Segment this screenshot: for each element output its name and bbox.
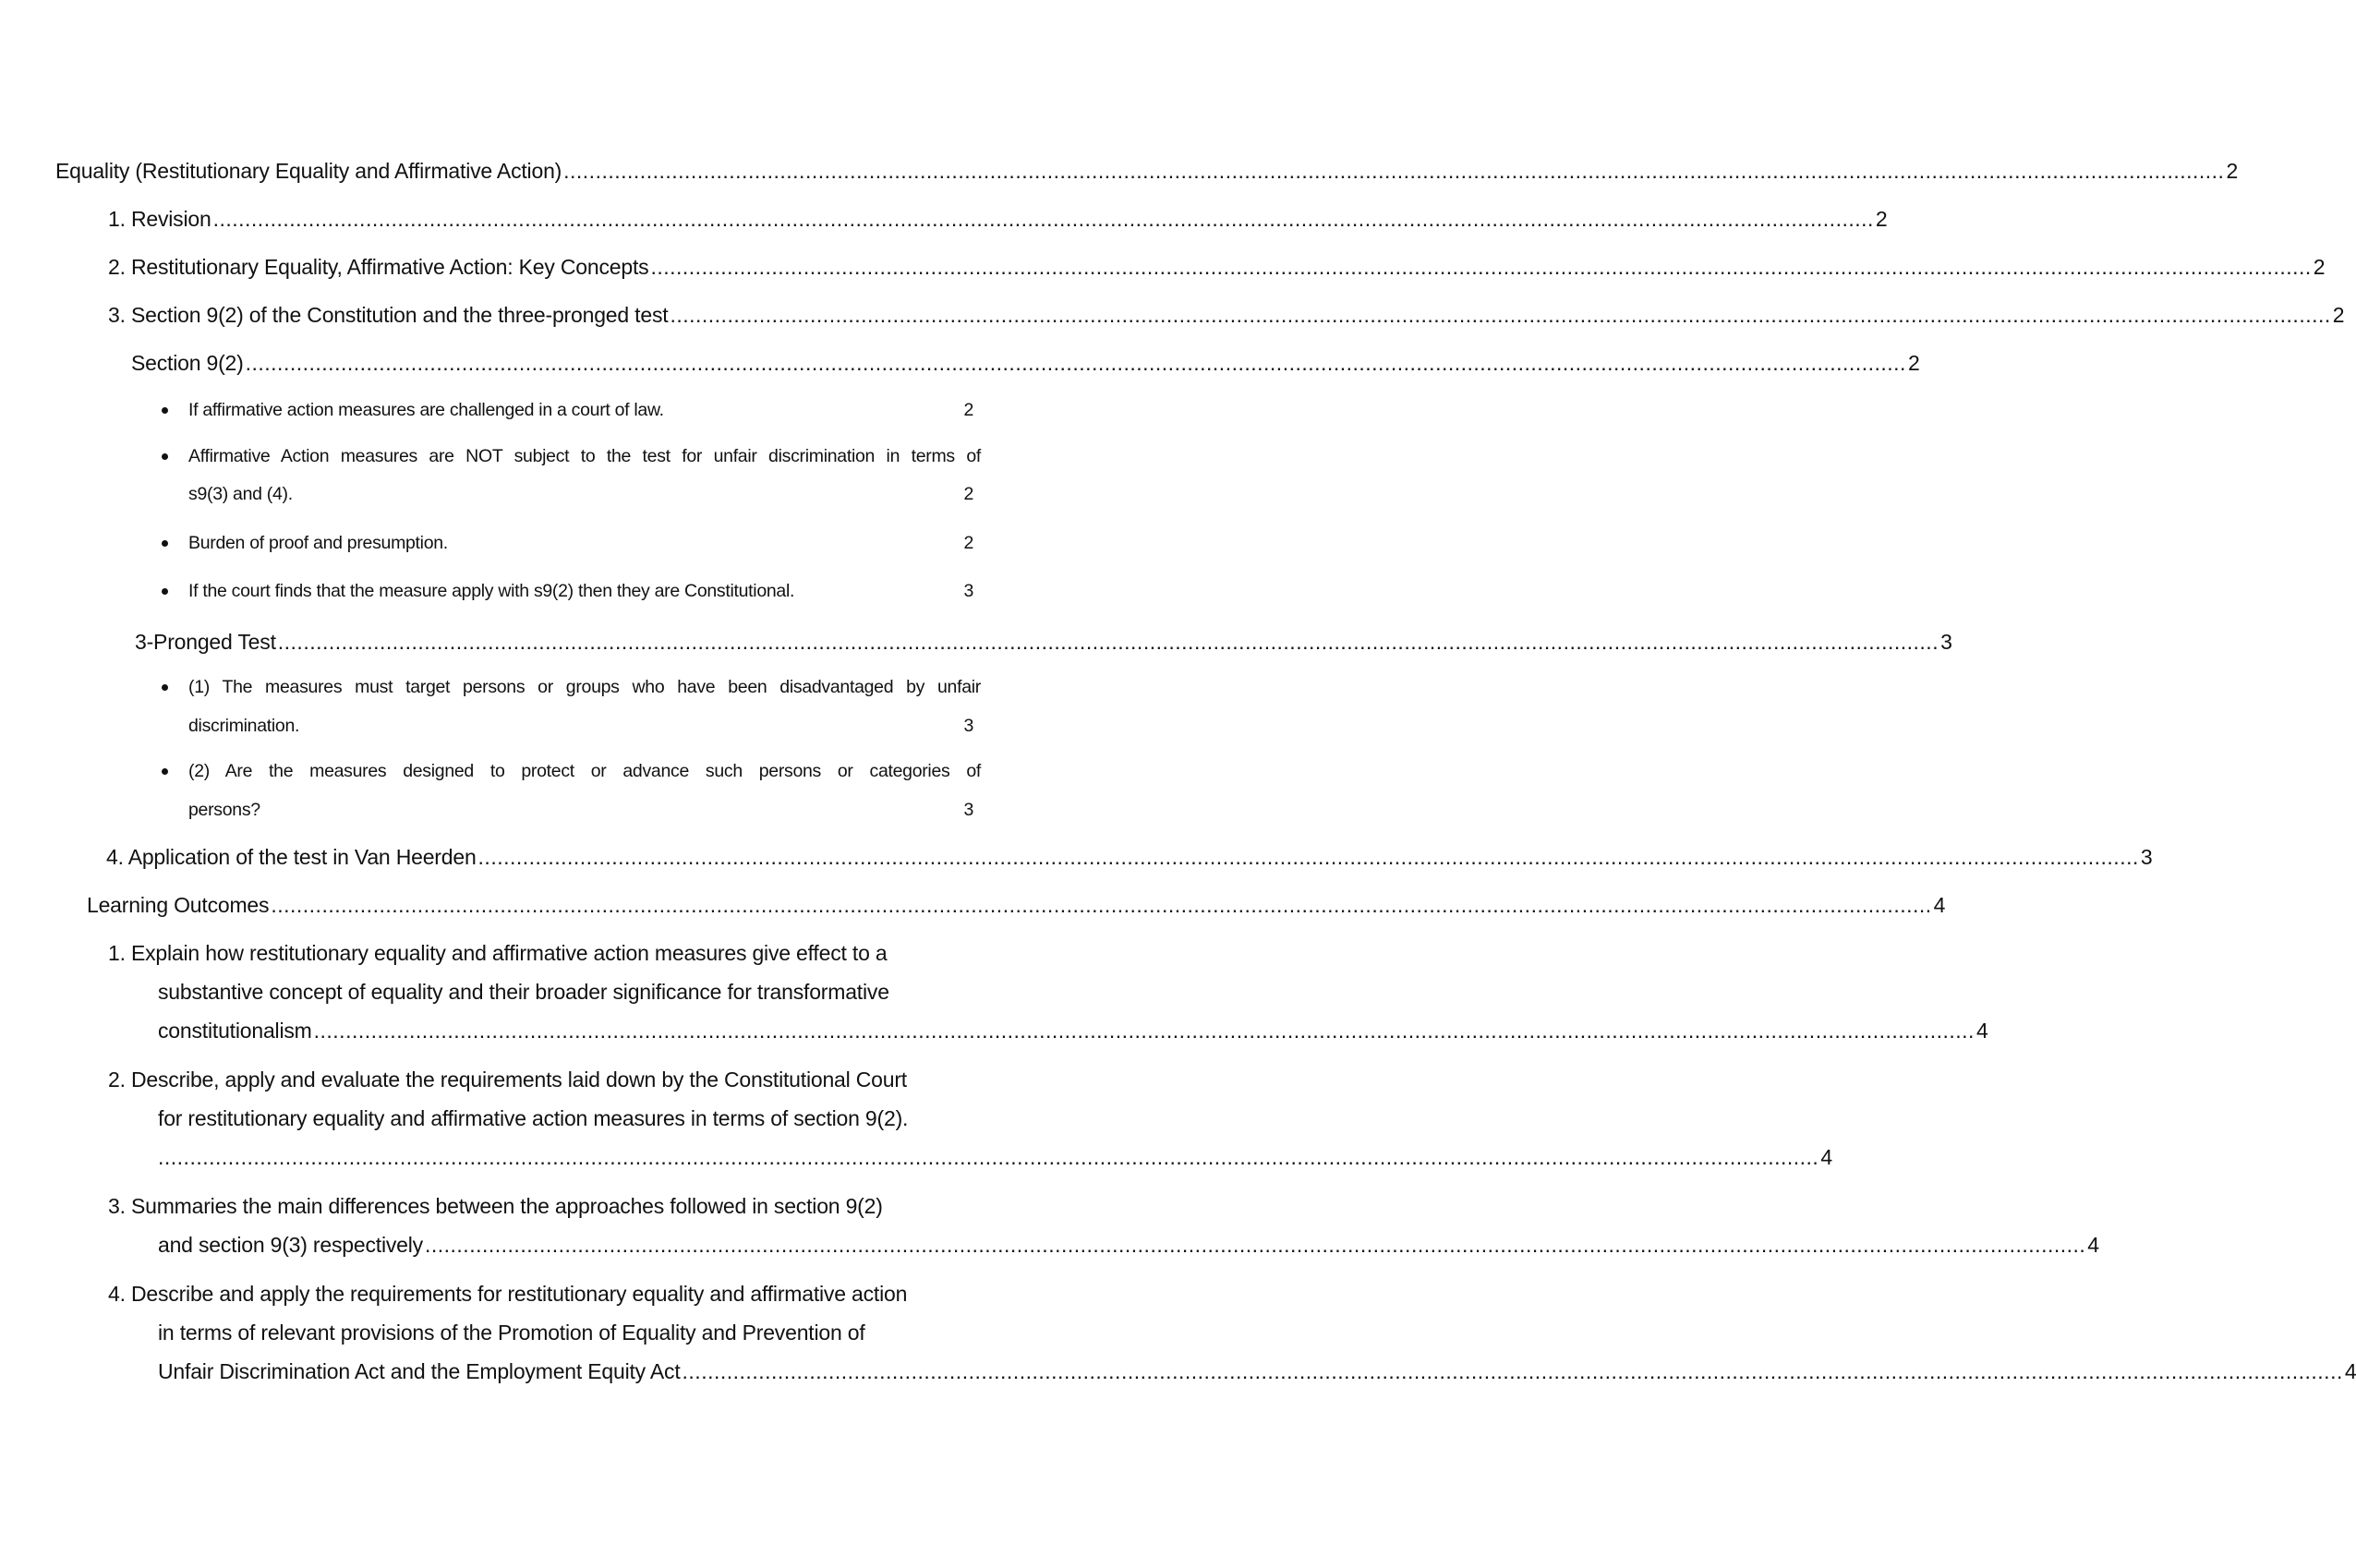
toc-page-number: 3	[963, 800, 973, 820]
toc-page-number: 2	[963, 533, 973, 553]
toc-heading-text: Learning Outcomes	[87, 893, 270, 917]
toc-outcome-1-line1[interactable]: 1. Explain how restitutionary equality and affirmative action measures give effect to a	[108, 941, 888, 965]
toc-page-number: 2	[2332, 303, 2345, 327]
toc-bullet-text: Burden of proof and presumption.	[188, 533, 448, 553]
toc-outcome-4-line1[interactable]: 4. Describe and apply the requirements for restitutionary equality and affirmative action	[108, 1282, 908, 1306]
toc-leader: .....................................................................................................................................................................................................................................................................	[212, 207, 1874, 231]
toc-heading-learning-outcomes[interactable]	[87, 893, 1946, 918]
toc-entry-key-concepts[interactable]	[108, 255, 2326, 280]
toc-bullet-burden-of-proof[interactable]	[188, 533, 981, 554]
bullet-icon	[162, 588, 168, 595]
toc-outcome-2-line2[interactable]: for restitutionary equality and affirmative action measures in terms of section 9(2).	[158, 1106, 909, 1130]
toc-outcome-1-line3[interactable]	[158, 1019, 1988, 1043]
toc-outcome-text: constitutionalism	[158, 1019, 312, 1043]
toc-outcome-3-line1[interactable]: 3. Summaries the main differences between the approaches followed in section 9(2)	[108, 1194, 883, 1218]
toc-sub-three-pronged-test[interactable]	[135, 630, 1952, 655]
bullet-icon	[162, 768, 168, 775]
toc-leader: .....................................................................................................................................................................................................................................................................	[650, 255, 2312, 279]
toc-page-number: 4	[1820, 1145, 1832, 1169]
toc-page-number: 4	[2344, 1359, 2356, 1383]
toc-bullet-text: s9(3) and (4).	[188, 484, 293, 504]
toc-entry-text: 1. Revision	[108, 207, 211, 231]
toc-leader: .....................................................................................................................................................................................................................................................................	[313, 1019, 1975, 1043]
toc-page-number: 2	[2226, 159, 2239, 183]
toc-leader: .....................................................................................................................................................................................................................................................................	[682, 1359, 2343, 1383]
toc-outcome-2-line1[interactable]: 2. Describe, apply and evaluate the requirements laid down by the Constitutional Court	[108, 1067, 907, 1092]
toc-page-number: 4	[2087, 1233, 2099, 1257]
toc-leader: .....................................................................................................................................................................................................................................................................	[271, 893, 1932, 917]
toc-bullet-prong-2-line2[interactable]	[188, 800, 981, 821]
bullet-icon	[162, 540, 168, 547]
toc-entry-text: 3. Section 9(2) of the Constitution and the three-pronged test	[108, 303, 669, 327]
toc-page-number: 2	[2313, 255, 2326, 279]
toc-leader: .....................................................................................................................................................................................................................................................................	[477, 845, 2139, 869]
toc-bullet-challenged[interactable]	[188, 400, 981, 421]
toc-entry-text: 4. Application of the test in Van Heerden	[106, 845, 477, 869]
toc-leader: .....................................................................................................................................................................................................................................................................	[245, 351, 1906, 375]
toc-bullet-text: persons?	[188, 800, 260, 820]
toc-heading-text: Equality (Restitutionary Equality and Affirmative Action)	[55, 159, 562, 183]
toc-page-number: 2	[963, 484, 973, 504]
toc-entry-text: 2. Restitutionary Equality, Affirmative Action: Key Concepts	[108, 255, 649, 279]
toc-sub-section-9-2[interactable]	[131, 351, 1920, 376]
toc-outcome-text: Unfair Discrimination Act and the Employment Equity Act	[158, 1359, 681, 1383]
toc-outcome-3-line2[interactable]	[158, 1233, 2099, 1258]
toc-page-number: 3	[2140, 845, 2153, 869]
toc-heading-equality[interactable]	[55, 159, 2239, 184]
toc-entry-van-heerden[interactable]	[106, 845, 2153, 870]
bullet-icon	[162, 407, 168, 414]
toc-bullet-constitutional[interactable]	[188, 581, 981, 602]
toc-leader: .....................................................................................................................................................................................................................................................................	[670, 303, 2331, 327]
toc-bullet-text: discrimination.	[188, 716, 300, 736]
bullet-icon	[162, 684, 168, 691]
toc-leader: .....................................................................................................................................................................................................................................................................	[277, 630, 1939, 654]
toc-page-number: 2	[963, 400, 973, 420]
toc-page-number: 4	[1975, 1019, 1988, 1043]
toc-page-number: 3	[963, 716, 973, 736]
toc-bullet-text: If affirmative action measures are challenged in a court of law.	[188, 400, 664, 420]
toc-bullet-prong-1-line1[interactable]: (1) The measures must target persons or groups who have been disadvantaged by unfair	[188, 677, 981, 697]
toc-page-number: 2	[1875, 207, 1888, 231]
toc-outcome-4-line3[interactable]	[158, 1359, 2356, 1384]
toc-sub-text: 3-Pronged Test	[135, 630, 276, 654]
toc-bullet-prong-2-line1[interactable]: (2) Are the measures designed to protect or advance such persons or categories of	[188, 761, 981, 781]
toc-sub-text: Section 9(2)	[131, 351, 244, 375]
toc-leader: .....................................................................................................................................................................................................................................................................	[158, 1145, 1819, 1169]
toc-page-number: 3	[963, 581, 973, 601]
toc-page-number: 3	[1940, 630, 1952, 654]
toc-outcome-text: and section 9(3) respectively	[158, 1233, 423, 1257]
toc-bullet-text: If the court finds that the measure apply with s9(2) then they are Constitutional.	[188, 581, 795, 601]
toc-bullet-prong-1-line2[interactable]	[188, 716, 981, 737]
toc-entry-revision[interactable]	[108, 207, 1888, 232]
toc-outcome-2-line3[interactable]	[158, 1145, 1832, 1170]
toc-bullet-not-subject-line2[interactable]	[188, 484, 981, 505]
bullet-icon	[162, 453, 168, 460]
toc-bullet-not-subject-line1[interactable]: Affirmative Action measures are NOT subject to the test for unfair discrimination in terms of	[188, 446, 981, 466]
toc-outcome-4-line2[interactable]: in terms of relevant provisions of the Promotion of Equality and Prevention of	[158, 1321, 865, 1345]
toc-outcome-1-line2[interactable]: substantive concept of equality and their broader significance for transformative	[158, 980, 889, 1004]
toc-leader: .....................................................................................................................................................................................................................................................................	[424, 1233, 2086, 1257]
toc-page-number: 2	[1907, 351, 1920, 375]
toc-entry-section-9-2-test[interactable]	[108, 303, 2345, 328]
toc-page-number: 4	[1933, 893, 1946, 917]
toc-leader: .....................................................................................................................................................................................................................................................................	[563, 159, 2225, 183]
